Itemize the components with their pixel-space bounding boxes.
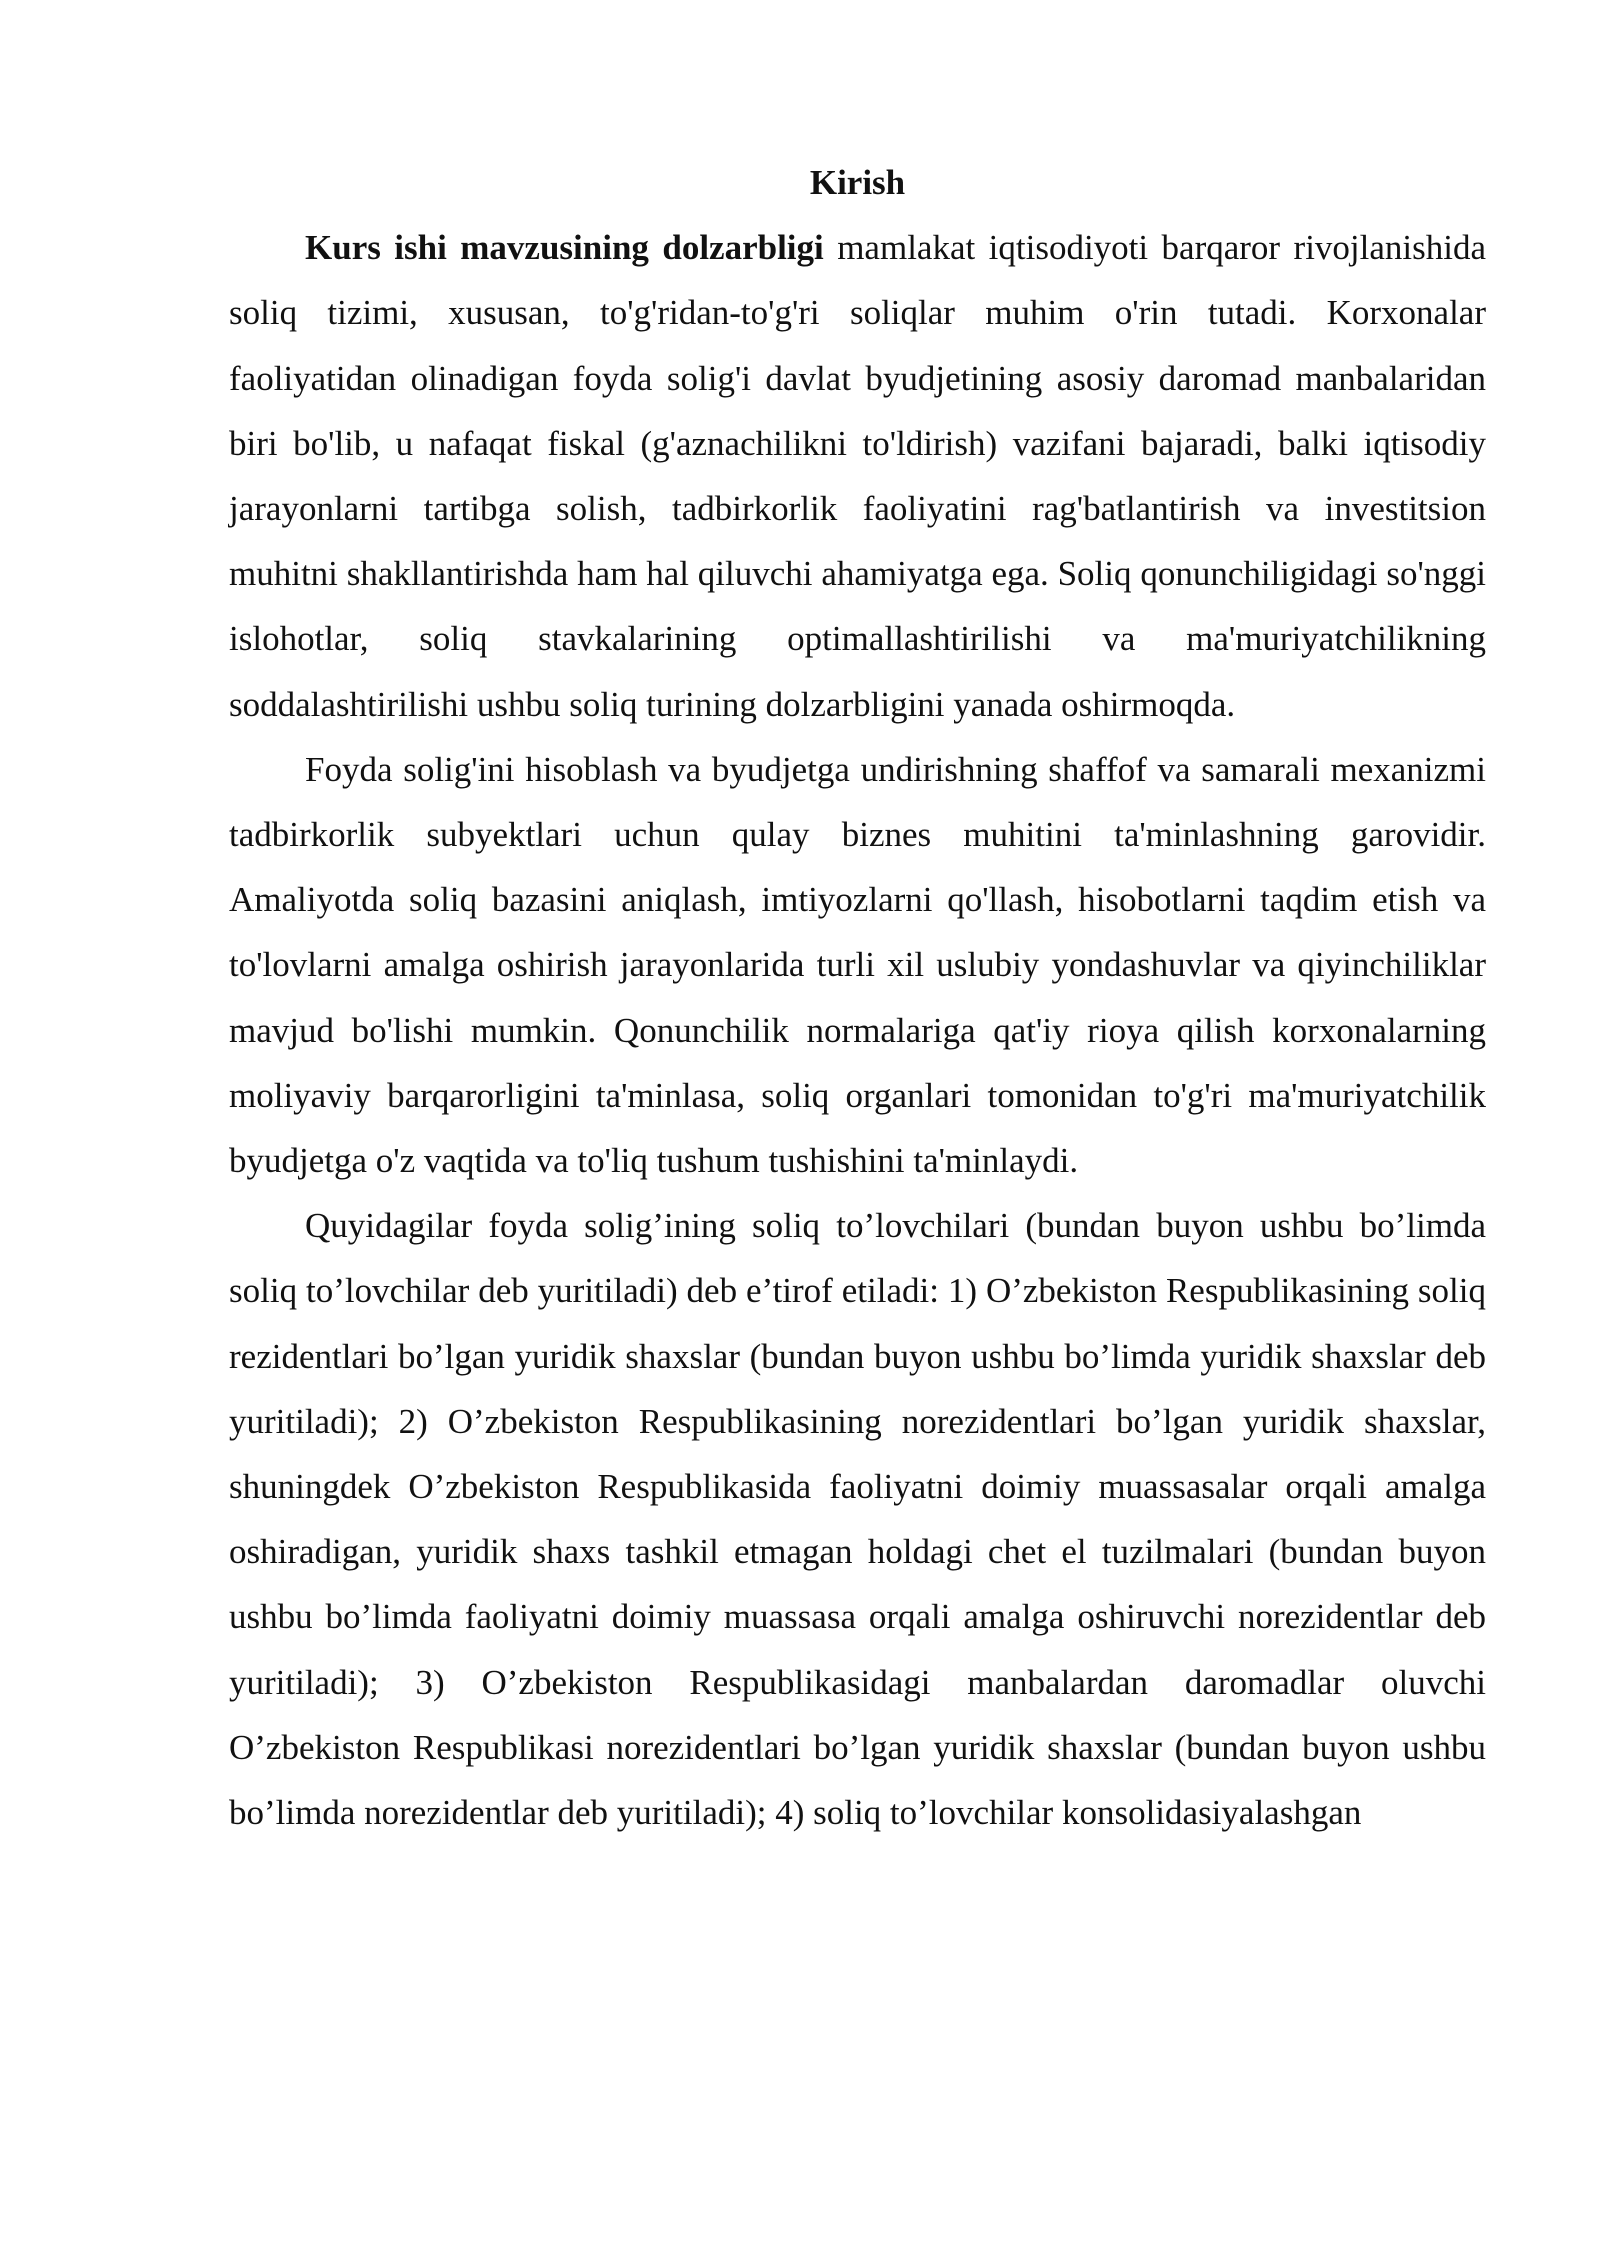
page-title: Kirish bbox=[809, 163, 906, 202]
paragraph-mechanism: Foyda solig'ini hisoblash va byudjetga undirishning shaffof va samarali mexanizmi tadbirkorlik subyektlari uchun qulay biznes muhitini ta'minlashning garovidir. Amaliyotda soliq bazasini aniqlash, imtiyozlarni qo'llash, hisobotlarni taqdim etish va to'lovlarni amalga oshirish jarayonlarida turli xil uslubiy yondashuvlar va qiyinchiliklar mavjud bo'lishi mumkin. Qonunchilik normalariga qat'iy rioya qilish korxonalarning moliyaviy barqarorligini ta'minlasa, soliq organlari tomonidan to'g'ri ma'muriyatchilik byudjetga o'z vaqtida va to'liq tushum tushishini ta'minlaydi. bbox=[229, 749, 1486, 1181]
relevance-lead: Kurs ishi mavzusining dolzarbligi bbox=[305, 228, 824, 268]
relevance-text: mamlakat iqtisodiyoti barqaror rivojlanishida soliq tizimi, xususan, to'g'ridan-to'g'ri soliqlar muhim o'rin tutadi. Korxonalar faoliyatidan olinadigan foyda solig'i davlat byudjetining asosiy daromad manbalaridan biri bo'lib, u nafaqat fiskal (g'aznachilikni to'ldirish) vazifani bajaradi, balki iqtisodiy jarayonlarni tartibga solish, tadbirkorlik faoliyatini rag'batlantirish va investitsion muhitni shakllantirishda ham hal qiluvchi ahamiyatga ega. Soliq qonunchiligidagi so'nggi islohotlar, soliq stavkalarining optimallashtirilishi va ma'muriyatchilikning soddalashtirilishi ushbu soliq turining dolzarbligini yanada oshirmoqda. bbox=[229, 228, 1487, 724]
paragraph-relevance bbox=[229, 215, 1486, 737]
document-body bbox=[229, 150, 1486, 1845]
paragraph-taxpayers: Quyidagilar foyda solig’ining soliq to’lovchilari (bundan buyon ushbu bo’limda soliq to’lovchilar deb yuritiladi) deb e’tirof etiladi: 1) O’zbekiston Respublikasining soliq rezidentlari bo’lgan yuridik shaxslar (bundan buyon ushbu bo’limda yuridik shaxslar deb yuritiladi); 2) O’zbekiston Respublikasining norezidentlari bo’lgan yuridik shaxslar, shuningdek O’zbekiston Respublikasida faoliyatni doimiy muassasalar orqali amalga oshiradigan, yuridik shaxs tashkil etmagan holdagi chet el tuzilmalari (bundan buyon ushbu bo’limda faoliyatni doimiy muassasa orqali amalga oshiruvchi norezidentlar deb yuritiladi); 3) O’zbekiston Respublikasidagi manbalardan daromadlar oluvchi O’zbekiston Respublikasi norezidentlari bo’lgan yuridik shaxslar (bundan buyon ushbu bo’limda norezidentlar deb yuritiladi); 4) soliq to’lovchilar konsolidasiyalashgan bbox=[229, 1206, 1486, 1833]
